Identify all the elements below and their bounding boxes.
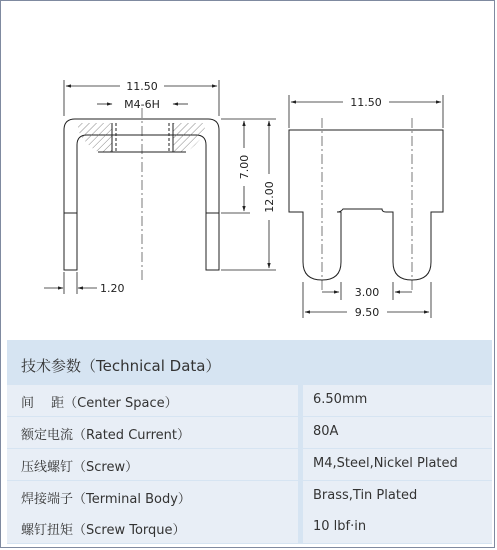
thread-size-label: M4-6H xyxy=(124,98,160,111)
left-width-label: 11.50 xyxy=(126,80,158,93)
spec-value: 6.50mm xyxy=(313,392,368,407)
spec-title: 技术参数（Technical Data） xyxy=(21,357,221,375)
pitch-label: 9.50 xyxy=(354,306,380,319)
height-label: 12.00 xyxy=(263,181,276,213)
spec-value: 80A xyxy=(313,424,339,439)
leg-thickness-label: 1.20 xyxy=(100,282,125,295)
spec-row-center-space xyxy=(7,385,492,416)
spec-value: Brass,Tin Plated xyxy=(313,488,418,503)
spec-row-screw-torque xyxy=(7,512,492,543)
left-view-dimensions xyxy=(44,80,276,294)
spec-value: 10 lbf·in xyxy=(313,519,367,534)
right-width-label: 11.50 xyxy=(350,96,382,109)
spec-value: M4,Steel,Nickel Plated xyxy=(313,456,458,471)
left-view xyxy=(64,108,219,280)
spec-label: 额定电流（Rated Current） xyxy=(21,428,191,443)
spec-label: 螺钉扭矩（Screw Torque） xyxy=(21,523,186,538)
slot-width-label: 3.00 xyxy=(354,286,380,299)
spec-table xyxy=(7,340,492,544)
spec-row-rated-current xyxy=(7,417,492,448)
slot-depth-label: 7.00 xyxy=(238,154,251,180)
spec-label: 压线螺钉（Screw） xyxy=(21,460,139,475)
spec-label: 间 距（Center Space） xyxy=(21,396,178,411)
spec-row-screw xyxy=(7,449,492,480)
right-view xyxy=(289,118,443,290)
spec-row-terminal-body xyxy=(7,481,492,512)
spec-label: 焊接端子（Terminal Body） xyxy=(21,492,191,507)
